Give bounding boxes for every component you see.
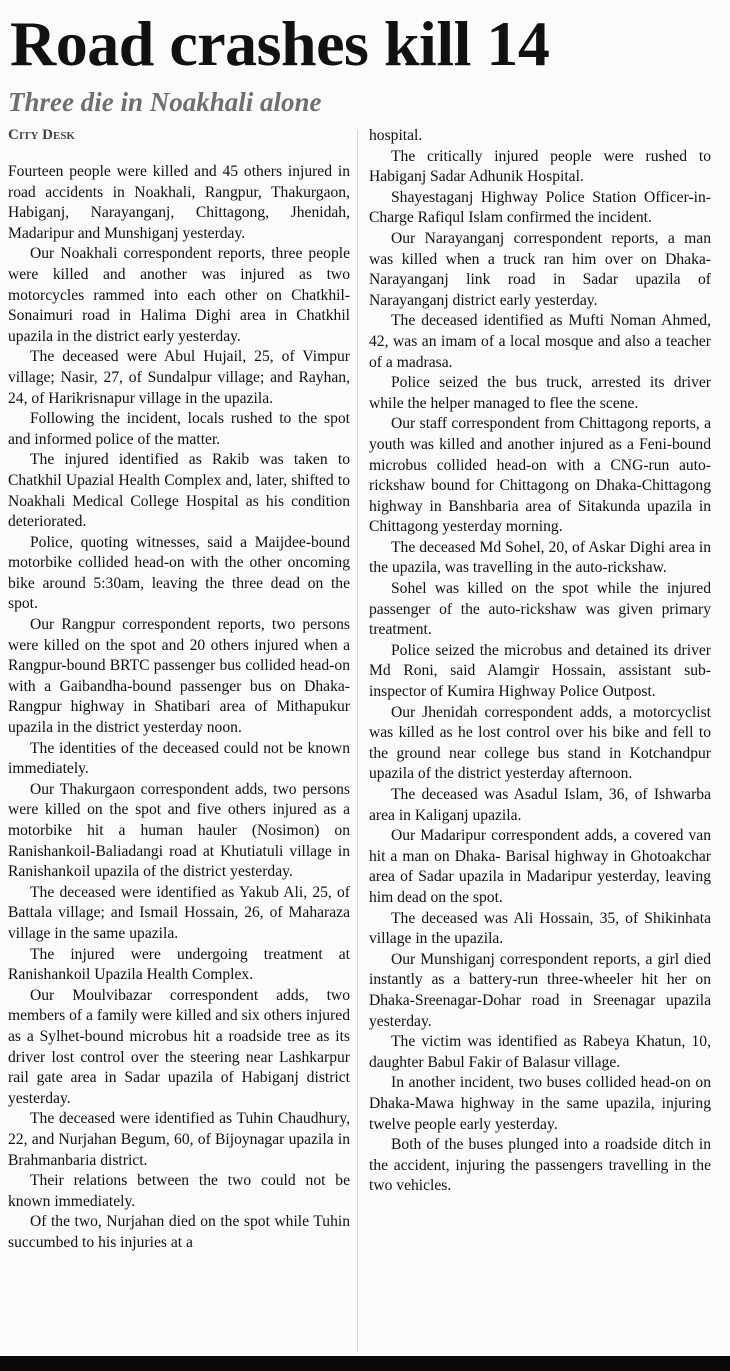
paragraph: Shayestaganj Highway Police Station Officer-in-Charge Rafiqul Islam confirmed the incident. — [369, 188, 711, 227]
paragraph: The deceased was Asadul Islam, 36, of Ishwarba area in Kaliganj upazila. — [369, 786, 711, 824]
paragraph: The deceased were identified as Tuhin Chaudhury, 22, and Nurjahan Begum, 60, of Bijoynagar upazila in Brahmanbaria district. — [8, 1110, 350, 1169]
headline: Road crashes kill 14 — [10, 8, 550, 79]
paragraph: Our Rangpur correspondent reports, two persons were killed on the spot and 20 others injured when a Rangpur-bound BRTC passenger bus collided head-on with a Gaibandha-bound passenger bus on Dhaka-Rangpur highway in Shatibari area of Mithapukur upazila in the district yesterday noon. — [8, 616, 350, 737]
paragraph: The deceased were identified as Yakub Ali, 25, of Battala village; and Ismail Hossain, 26, of Maharaza village in the same upazila. — [8, 883, 350, 942]
paragraph: Our Thakurgaon correspondent adds, two persons were killed on the spot and five others injured as a motorbike hit a human hauler (Nosimon) on Ranishankoil-Baliadangi road at Khutiatuli village in Ranishankoil upazila of the district yesterday. — [8, 780, 350, 881]
paragraph: Our Jhenidah correspondent adds, a motorcyclist was killed as he lost control over his bike and fell to the ground near college bus stand in Kotchandpur upazila of the district yesterday afternoon. — [369, 703, 711, 783]
paragraph: The injured identified as Rakib was taken to Chatkhil Upazial Health Complex and, later, shifted to Noakhali Medical College Hospital as his condition deteriorated. — [8, 451, 350, 531]
paragraph: Police seized the microbus and detained its driver Md Roni, said Alamgir Hossain, assistant sub-inspector of Kumira Highway Police Outpost. — [369, 641, 711, 701]
paragraph: The victim was identified as Rabeya Khatun, 10, daughter Babul Fakir of Balasur village. — [369, 1033, 711, 1071]
paragraph: In another incident, two buses collided head-on on Dhaka-Mawa highway in the same upazila, injuring twelve people early yesterday. — [369, 1074, 711, 1133]
paragraph: Our staff correspondent from Chittagong reports, a youth was killed and another injured as a Feni-bound microbus collided head-on with a CNG-run auto-rickshaw bound for Chittagong on Dhaka-Chittagong highway in Banshbaria area of Sitakunda upazila in Chittagong yesterday morning. — [369, 415, 711, 536]
article-column-left — [8, 162, 350, 1354]
paragraph: The deceased was Ali Hossain, 35, of Shikinhata village in the upazila. — [369, 909, 711, 948]
paragraph: The deceased Md Sohel, 20, of Askar Dighi area in the upazila, was travelling in the auto-rickshaw. — [369, 538, 711, 577]
paragraph: Police, quoting witnesses, said a Maijdee-bound motorbike collided head-on with the other oncoming bike around 5:30am, leaving the three dead on the spot. — [8, 533, 350, 613]
paragraph: Our Madaripur correspondent adds, a covered van hit a man on Dhaka- Barisal highway in Ghotoakchar area of Sadar upazila in Madaripur yesterday, leaving him dead on the spot. — [369, 827, 711, 906]
paragraph: Fourteen people were killed and 45 others injured in road accidents in Noakhali, Rangpur, Thakurgaon, Habiganj, Narayanganj, Chittagong, Jhenidah, Madaripur and Munshiganj yesterday. — [8, 163, 350, 242]
paragraph: The deceased identified as Mufti Noman Ahmed, 42, was an imam of a local mosque and also a teacher of a madrasa. — [369, 312, 711, 371]
paragraph: The deceased were Abul Hujail, 25, of Vimpur village; Nasir, 27, of Sundalpur village; and Rayhan, 24, of Harikrisnapur village in the upazila. — [8, 348, 350, 407]
column-divider — [357, 130, 358, 1352]
article-column-right — [369, 126, 711, 1354]
subheadline: Three die in Noakhali alone — [8, 87, 322, 117]
paragraph: Our Narayanganj correspondent reports, a man was killed when a truck ran him over on Dhaka-Narayanganj link road in Sadar upazila of Narayanganj district early yesterday. — [369, 229, 711, 309]
bottom-edge-bar — [0, 1356, 730, 1371]
paragraph: Our Moulvibazar correspondent adds, two members of a family were killed and six others injured as a Sylhet-bound microbus hit a roadside tree as its driver lost control over the steering near Lashkarpur rail gate area in Sadar upazila of Habiganj district yesterday. — [8, 986, 350, 1107]
paragraph: Sohel was killed on the spot while the injured passenger of the auto-rickshaw was given primary treatment. — [369, 580, 711, 639]
paragraph: Our Munshiganj correspondent reports, a girl died instantly as a battery-run three-wheeler hit her on Dhaka-Sreenagar-Dohar road in Sreenagar upazila yesterday. — [369, 950, 711, 1030]
paragraph: The identities of the deceased could not be known immediately. — [8, 739, 350, 778]
paragraph: Following the incident, locals rushed to the spot and informed police of the matter. — [8, 410, 350, 448]
paragraph: The injured were undergoing treatment at Ranishankoil Upazila Health Complex. — [8, 945, 350, 984]
paragraph: Of the two, Nurjahan died on the spot while Tuhin succumbed to his injuries at a — [8, 1213, 350, 1251]
paragraph: Their relations between the two could not be known immediately. — [8, 1172, 350, 1210]
paragraph: Our Noakhali correspondent reports, three people were killed and another was injured as two motorcycles rammed into each other on Chatkhil-Sonaimuri road in Halima Dighi area in Chatkhil upazila in the district early yesterday. — [8, 245, 350, 345]
paragraph: Police seized the bus truck, arrested its driver while the helper managed to flee the scene. — [369, 374, 711, 412]
byline-desk: City Desk — [8, 127, 75, 143]
paragraph: The critically injured people were rushed to Habiganj Sadar Adhunik Hospital. — [369, 147, 711, 186]
paragraph-continued: hospital. — [369, 127, 423, 144]
paragraph: Both of the buses plunged into a roadside ditch in the accident, injuring the passengers travelling in the two vehicles. — [369, 1136, 711, 1195]
